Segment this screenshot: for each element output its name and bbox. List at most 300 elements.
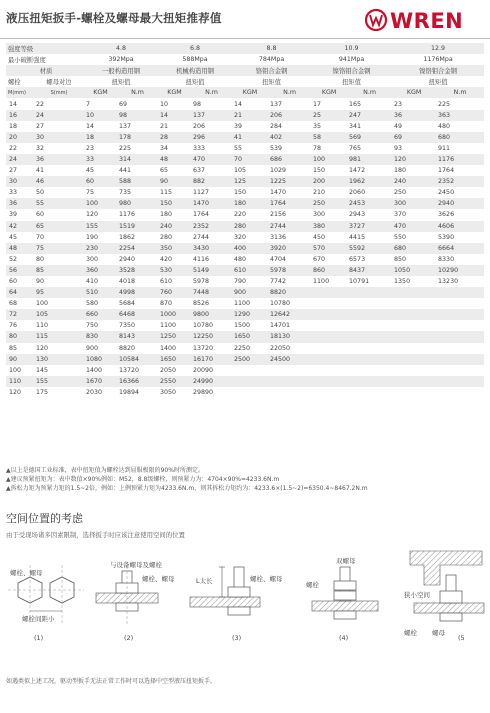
- table-cell: 296: [191, 132, 232, 143]
- table-cell: 911: [438, 144, 451, 152]
- torque-label: 扭矩值: [342, 79, 361, 87]
- table-row: [6, 320, 484, 331]
- table-cell: 1650: [232, 331, 268, 342]
- table-cell: 68: [9, 300, 18, 308]
- table-row: [6, 98, 484, 109]
- table-cell: 9800: [191, 309, 232, 320]
- table-cell: 70: [232, 154, 268, 165]
- table-cell: 4998: [117, 287, 158, 298]
- torque-label: 扭矩值: [185, 79, 205, 87]
- table-cell: 900: [232, 287, 268, 298]
- table-cell: 2352: [436, 176, 484, 187]
- diagram-number-5: (5: [458, 634, 465, 642]
- page-header: [0, 0, 490, 38]
- table-cell: 8143: [117, 331, 158, 342]
- table-cell: 65: [34, 221, 84, 232]
- table-cell: 39: [234, 122, 243, 130]
- table-cell: 2450: [438, 189, 455, 197]
- nut-across-label: 螺母对边: [46, 79, 72, 87]
- table-cell: [436, 331, 484, 342]
- diagram-1: [8, 565, 84, 642]
- table-cell: 69: [119, 100, 128, 108]
- table-cell: 1029: [270, 167, 287, 175]
- table-cell: 2060: [349, 189, 366, 197]
- table-cell: 36: [6, 198, 34, 209]
- table-cell: 2254: [117, 243, 158, 254]
- table-cell: 2250: [234, 344, 251, 352]
- table-cell: 280: [232, 221, 268, 232]
- table-cell: 90: [6, 354, 34, 365]
- table-cell: 28: [158, 132, 191, 143]
- table-cell: 569: [347, 132, 392, 143]
- table-cell: 7: [86, 100, 91, 108]
- table-cell: 240: [158, 221, 191, 232]
- table-cell: 45: [9, 233, 18, 241]
- table-cell: [268, 365, 311, 376]
- table-cell: 7742: [270, 278, 287, 286]
- table-cell: [311, 298, 347, 309]
- table-row: [6, 221, 484, 232]
- table-cell: [311, 331, 347, 342]
- table-cell: 200: [311, 176, 347, 187]
- table-cell: 314: [117, 154, 158, 165]
- table-cell: [347, 365, 392, 376]
- unit-kgm: KGM: [158, 87, 191, 98]
- table-cell: 33: [9, 189, 18, 197]
- table-cell: [232, 365, 268, 376]
- table-cell: 1764: [268, 198, 311, 209]
- table-cell: 16366: [117, 376, 158, 387]
- table-cell: 765: [349, 144, 362, 152]
- table-cell: 882: [191, 176, 232, 187]
- table-cell: [347, 343, 392, 354]
- table-cell: 20090: [193, 366, 214, 374]
- label-bolt: 螺栓: [306, 581, 319, 589]
- table-cell: 8820: [119, 344, 136, 352]
- table-row: [6, 243, 484, 254]
- table-cell: 13720: [193, 344, 214, 352]
- table-row: [6, 309, 484, 320]
- table-cell: [436, 298, 484, 309]
- table-cell: 360: [84, 265, 117, 276]
- table-cell: 1000: [158, 309, 191, 320]
- table-cell: 280: [160, 233, 173, 241]
- table-cell: [392, 298, 436, 309]
- table-cell: 210: [313, 189, 326, 197]
- table-cell: 12250: [191, 331, 232, 342]
- table-cell: 300: [392, 198, 436, 209]
- grade-cell: 12.9: [392, 43, 484, 54]
- table-row: [6, 154, 484, 165]
- table-cell: 300: [313, 211, 326, 219]
- table-cell: 750: [86, 322, 99, 330]
- bolt-unit: M(mm): [6, 87, 34, 98]
- table-row: [6, 287, 484, 298]
- table-cell: 90: [158, 176, 191, 187]
- table-cell: 588: [117, 176, 158, 187]
- table-cell: 870: [160, 300, 173, 308]
- diagram-4: [306, 556, 378, 642]
- table-cell: 125: [232, 176, 268, 187]
- table-cell: [392, 320, 436, 331]
- table-cell: 247: [347, 110, 392, 121]
- header-divider: [0, 38, 490, 39]
- table-cell: 4415: [349, 233, 366, 241]
- table-cell: [311, 309, 347, 320]
- table-row: [6, 387, 484, 398]
- torque-label: 扭矩值: [262, 79, 281, 87]
- table-cell: [311, 287, 347, 298]
- table-cell: 4704: [270, 255, 287, 263]
- unit-nm: N.m: [347, 87, 392, 98]
- grade-cell: 8.8: [232, 43, 311, 54]
- table-cell: 39: [9, 211, 18, 219]
- table-cell: 100: [36, 300, 49, 308]
- table-cell: 8820: [268, 287, 311, 298]
- torque-label: 扭矩值: [428, 79, 448, 87]
- table-cell: 2500: [232, 354, 268, 365]
- table-cell: 2940: [119, 255, 136, 263]
- table-cell: 30: [34, 132, 84, 143]
- table-cell: 8526: [193, 300, 210, 308]
- table-cell: 981: [347, 154, 392, 165]
- unit-nm: N.m: [436, 87, 484, 98]
- table-cell: 320: [234, 233, 247, 241]
- label-bolt-nut-2: 螺栓、螺母: [142, 575, 175, 583]
- table-cell: [436, 387, 484, 398]
- table-cell: 78: [313, 144, 322, 152]
- table-cell: 660: [84, 309, 117, 320]
- table-cell: 17: [313, 100, 322, 108]
- table-row: [6, 132, 484, 143]
- table-cell: 64: [6, 287, 34, 298]
- table-cell: 341: [349, 122, 362, 130]
- table-cell: 24990: [191, 376, 232, 387]
- table-cell: 36: [392, 110, 436, 121]
- table-cell: [268, 387, 311, 398]
- table-cell: 21: [160, 122, 169, 130]
- table-cell: 69: [392, 132, 436, 143]
- table-row: [6, 331, 484, 342]
- table-cell: 5592: [347, 243, 392, 254]
- table-cell: 1176: [119, 211, 136, 219]
- table-cell: 52: [9, 255, 18, 263]
- table-cell: 14: [234, 100, 243, 108]
- table-cell: 175: [36, 388, 49, 396]
- table-cell: 48: [6, 243, 34, 254]
- table-cell: [436, 287, 484, 298]
- table-cell: 14: [158, 110, 191, 121]
- table-cell: 100: [9, 366, 22, 374]
- table-cell: 110: [36, 322, 49, 330]
- label-stud-nut: 与设备螺母及螺栓: [110, 561, 162, 569]
- table-cell: 3920: [268, 243, 311, 254]
- footer-note: 如遇类似上述工况，驱动型扳手无法正常工作时可以选择中空型液压扭矩扳手。: [6, 678, 217, 685]
- table-cell: 1862: [119, 233, 136, 241]
- table-cell: 1764: [193, 211, 210, 219]
- table-cell: 450: [313, 233, 326, 241]
- table-cell: 137: [270, 100, 283, 108]
- table-cell: 58: [311, 132, 347, 143]
- table-row: [6, 165, 484, 176]
- table-cell: [436, 365, 484, 376]
- table-cell: [347, 298, 392, 309]
- table-cell: 80: [6, 331, 34, 342]
- grade-cell: 10.9: [311, 43, 392, 54]
- table-cell: 115: [34, 331, 84, 342]
- table-cell: 1350: [394, 278, 411, 286]
- table-cell: 60: [84, 176, 117, 187]
- table-cell: 80: [36, 255, 45, 263]
- table-cell: 1100: [234, 300, 251, 308]
- table-cell: [392, 343, 436, 354]
- table-cell: 145: [36, 366, 49, 374]
- table-cell: [347, 287, 392, 298]
- table-cell: 29890: [193, 388, 214, 396]
- table-cell: 72: [6, 309, 34, 320]
- table-cell: 41: [36, 167, 45, 175]
- table-cell: 98: [193, 100, 202, 108]
- table-cell: [268, 376, 311, 387]
- table-cell: 2453: [347, 198, 392, 209]
- table-cell: 18: [84, 132, 117, 143]
- table-cell: 2744: [193, 233, 210, 241]
- table-cell: 670: [313, 255, 326, 263]
- table-cell: 610: [232, 265, 268, 276]
- table-cell: 49: [394, 122, 403, 130]
- table-cell: 4606: [436, 221, 484, 232]
- table-cell: 14: [86, 122, 95, 130]
- table-cell: 48: [158, 154, 191, 165]
- table-cell: 441: [119, 167, 132, 175]
- svg-text:WREN: WREN: [390, 9, 464, 33]
- table-cell: 3528: [117, 265, 158, 276]
- table-cell: 24500: [268, 354, 311, 365]
- table-row: [6, 254, 484, 265]
- table-cell: 120: [392, 154, 436, 165]
- table-cell: 1400: [160, 344, 177, 352]
- note-loosening: ▲拆松力矩为预紧力矩的1.5~2倍，例如：上例预紧力矩为4233.6N.m，则其拆松力矩约为：4233.6×(1.5~2)=6350.4~8467.2N.m: [6, 485, 368, 492]
- table-cell: 55: [234, 144, 243, 152]
- table-cell: 6573: [349, 255, 366, 263]
- table-cell: 850: [394, 255, 407, 263]
- table-cell: 680: [392, 243, 436, 254]
- table-cell: 2550: [158, 376, 191, 387]
- table-cell: 13230: [438, 278, 459, 286]
- torque-label-row: [6, 76, 484, 87]
- table-cell: 4116: [193, 255, 210, 263]
- table-cell: 14: [9, 100, 18, 108]
- table-cell: 137: [119, 122, 132, 130]
- nut-unit: S(mm): [34, 87, 84, 98]
- table-cell: 14701: [270, 322, 291, 330]
- label-bolt-5: 螺栓: [404, 629, 417, 637]
- table-cell: 1100: [313, 278, 330, 286]
- table-cell: 220: [234, 211, 247, 219]
- table-cell: [436, 376, 484, 387]
- table-row: [6, 187, 484, 198]
- table-row: [6, 143, 484, 154]
- table-cell: [436, 320, 484, 331]
- table-cell: 21: [232, 110, 268, 121]
- table-row: [6, 209, 484, 220]
- table-cell: 610: [160, 278, 173, 286]
- table-cell: 1400: [86, 366, 103, 374]
- table-cell: 24: [6, 154, 34, 165]
- table-cell: 400: [232, 243, 268, 254]
- table-cell: [311, 354, 347, 365]
- table-cell: 34: [160, 144, 169, 152]
- table-cell: 10290: [436, 265, 484, 276]
- table-cell: 12642: [268, 309, 311, 320]
- table-cell: 350: [158, 243, 191, 254]
- min-strength-label: 最小破断强度: [8, 57, 46, 65]
- table-cell: 23: [86, 144, 95, 152]
- table-cell: 30: [6, 176, 34, 187]
- diagram-2: [96, 560, 175, 642]
- table-cell: 41: [232, 132, 268, 143]
- table-row: [6, 265, 484, 276]
- table-cell: 300: [86, 255, 99, 263]
- table-cell: 250: [394, 189, 407, 197]
- table-cell: 130: [34, 354, 84, 365]
- label-bolt-spacing: 螺栓间距小: [22, 615, 55, 623]
- table-cell: 178: [117, 132, 158, 143]
- table-cell: 56: [6, 265, 34, 276]
- table-cell: 735: [119, 189, 132, 197]
- table-row: [6, 365, 484, 376]
- diagram-3: [190, 567, 283, 642]
- grade-cell: 6.8: [158, 43, 232, 54]
- diagram-number-1: (1): [34, 634, 44, 642]
- grade-label: 强度等级: [6, 43, 84, 54]
- table-cell: 637: [193, 167, 206, 175]
- table-row: [6, 354, 484, 365]
- table-cell: 180: [160, 211, 173, 219]
- table-cell: 120: [86, 211, 99, 219]
- table-cell: [436, 354, 484, 365]
- table-cell: 93: [394, 144, 403, 152]
- notes: [6, 466, 484, 493]
- table-cell: 4018: [119, 278, 136, 286]
- table-cell: 10791: [349, 278, 370, 286]
- table-cell: 1176: [436, 154, 484, 165]
- table-cell: 10584: [117, 354, 158, 365]
- table-cell: 180: [394, 167, 407, 175]
- table-cell: 1650: [158, 354, 191, 365]
- table-cell: 8437: [347, 265, 392, 276]
- table-cell: 115: [160, 189, 173, 197]
- table-cell: 860: [311, 265, 347, 276]
- table-cell: 402: [268, 132, 311, 143]
- table-cell: [347, 354, 392, 365]
- table-cell: 95: [34, 287, 84, 298]
- table-cell: 137: [191, 110, 232, 121]
- table-cell: 18: [9, 122, 18, 130]
- table-cell: 36: [34, 154, 84, 165]
- table-cell: 65: [160, 167, 169, 175]
- table-cell: 75: [86, 189, 95, 197]
- table-cell: 1519: [117, 221, 158, 232]
- table-cell: 85: [9, 344, 18, 352]
- table-cell: 510: [84, 287, 117, 298]
- table-cell: 5390: [438, 233, 455, 241]
- bolt-label: 螺栓: [8, 79, 21, 87]
- torque-label: 扭矩值: [111, 79, 131, 87]
- diagram-number-4: (4): [339, 634, 349, 642]
- table-cell: 7350: [119, 322, 136, 330]
- table-cell: [311, 320, 347, 331]
- table-cell: 2744: [268, 221, 311, 232]
- table-cell: 1500: [234, 322, 251, 330]
- table-cell: [392, 287, 436, 298]
- label-bolt-nut-3: 螺栓、螺母: [250, 575, 283, 583]
- table-cell: 85: [34, 265, 84, 276]
- label-bolt-nut-1: 螺栓、螺母: [10, 569, 43, 577]
- table-cell: 120: [9, 388, 22, 396]
- table-cell: 470: [191, 154, 232, 165]
- table-cell: 32: [36, 144, 45, 152]
- min-strength-cell: 1176Mpa: [423, 56, 453, 64]
- min-strength-cell: 588Mpa: [182, 56, 208, 64]
- table-cell: 75: [34, 243, 84, 254]
- table-cell: 120: [36, 344, 49, 352]
- table-cell: 50: [36, 189, 45, 197]
- table-cell: 25: [311, 110, 347, 121]
- table-cell: [347, 376, 392, 387]
- material-cell: 铬钼合金钢: [232, 65, 311, 76]
- table-cell: 410: [86, 278, 99, 286]
- table-cell: 3727: [347, 221, 392, 232]
- table-cell: 2156: [270, 211, 287, 219]
- unit-kgm: KGM: [311, 87, 347, 98]
- table-cell: 2943: [349, 211, 366, 219]
- unit-kgm: KGM: [84, 87, 117, 98]
- table-cell: 380: [311, 221, 347, 232]
- note-preload: ▲建议预紧扭矩为：表中数值×90%例如：M52，8.8级螺栓，则预紧力为：4704×90%=4233.6N.m: [6, 476, 280, 483]
- material-row: [6, 65, 484, 76]
- table-cell: 19894: [119, 388, 140, 396]
- table-cell: 24: [34, 110, 84, 121]
- material-cell: 镍铬钼合金钢: [392, 65, 484, 76]
- unit-nm: N.m: [268, 87, 311, 98]
- table-cell: 165: [349, 100, 362, 108]
- table-cell: 5978: [193, 278, 210, 286]
- table-cell: 900: [86, 344, 99, 352]
- table-cell: 18130: [268, 331, 311, 342]
- table-cell: 3136: [270, 233, 287, 241]
- label-narrow-space: 狭小空间: [404, 591, 430, 599]
- table-cell: 35: [313, 122, 322, 130]
- table-cell: 33: [84, 154, 117, 165]
- table-row: [6, 298, 484, 309]
- table-cell: 105: [234, 167, 247, 175]
- unit-row: [6, 87, 484, 98]
- table-cell: 5978: [268, 265, 311, 276]
- table-cell: 250: [311, 198, 347, 209]
- material-cell: 机械构造用钢: [158, 65, 232, 76]
- table-cell: 16170: [191, 354, 232, 365]
- table-row: [6, 276, 484, 287]
- table-cell: 60: [36, 211, 45, 219]
- material-label: 材质: [6, 65, 84, 76]
- table-cell: [232, 387, 268, 398]
- diagram-number-2: (2): [124, 634, 134, 642]
- table-cell: 1764: [438, 167, 455, 175]
- table-cell: 8330: [438, 255, 455, 263]
- table-cell: 100: [84, 198, 117, 209]
- table-cell: 760: [158, 287, 191, 298]
